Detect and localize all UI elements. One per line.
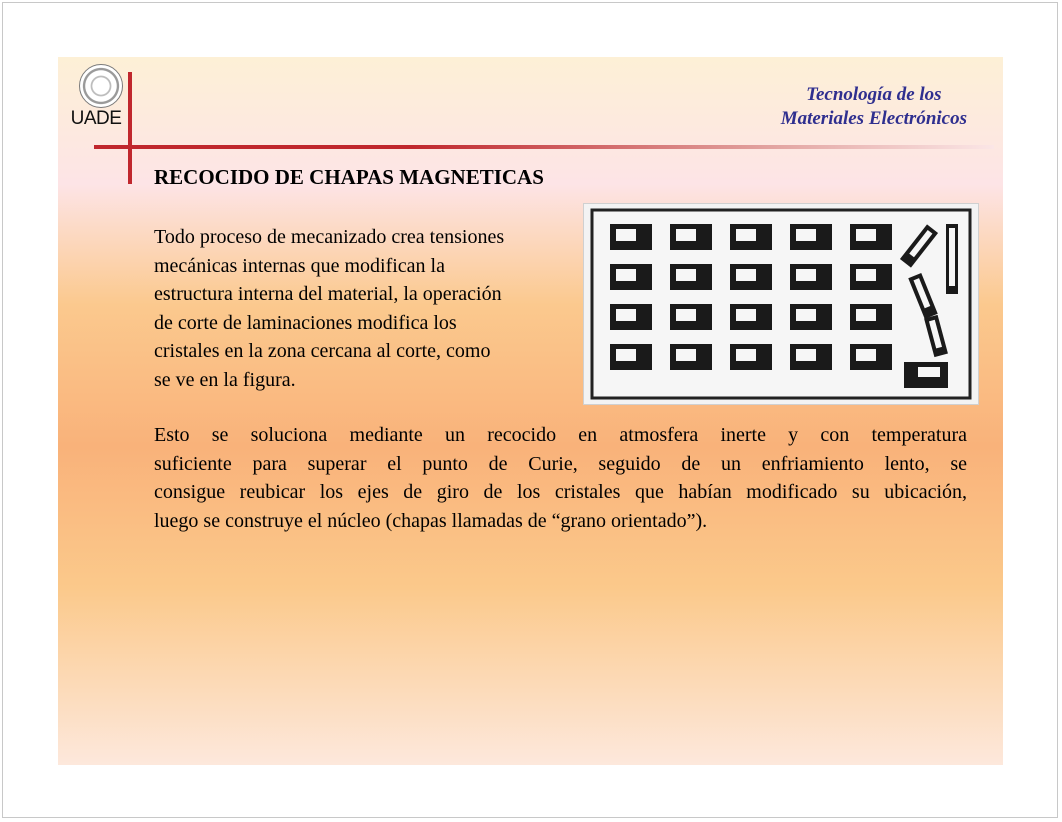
lamination-window	[796, 309, 816, 321]
logo-text: UADE	[70, 108, 122, 129]
lamination-window	[856, 269, 876, 281]
paragraph-2-line: consigue reubicar los ejes de giro de los cristales que habían modificado su ubicación,	[154, 481, 967, 503]
red-horizontal-rule	[94, 145, 994, 149]
paragraph-2-line: suficiente para superar el punto de Curie, seguido de un enfriamiento lento, se	[154, 452, 967, 475]
paragraph-1-line: de corte de laminaciones modifica los	[154, 311, 457, 334]
paragraph-1-line: Todo proceso de mecanizado crea tensiones	[154, 226, 505, 248]
course-title-line2: Materiales Electrónicos	[780, 108, 967, 129]
paragraph-1-line: se ve en la figura.	[154, 368, 296, 391]
university-seal-icon	[79, 64, 123, 108]
lamination-window	[616, 309, 636, 321]
slide-background	[58, 57, 1003, 765]
paragraph-2-line: luego se construye el núcleo (chapas llamadas de “grano orientado”).	[154, 509, 708, 532]
lamination-window	[796, 349, 816, 361]
paragraph-1-line: cristales en la zona cercana al corte, como	[154, 340, 491, 362]
red-vertical-rule	[128, 72, 132, 184]
lamination-window	[736, 309, 756, 321]
laminations-drawing	[584, 204, 978, 404]
paragraph-2-line: Esto se soluciona mediante un recocido en atmosfera inerte y con temperatura	[154, 424, 967, 446]
lamination-window	[736, 349, 756, 361]
lamination-window	[616, 229, 636, 241]
course-title	[781, 83, 967, 131]
lamination-window	[856, 229, 876, 241]
uade-logo	[70, 64, 122, 130]
slide-heading: RECOCIDO DE CHAPAS MAGNETICAS	[154, 165, 544, 189]
lamination-window	[616, 349, 636, 361]
paragraph-1-line: estructura interna del material, la operación	[154, 283, 502, 305]
paragraph-1-line: mecánicas internas que modifican la	[154, 254, 445, 277]
lamination-window	[676, 269, 696, 281]
paragraph-1	[154, 223, 584, 394]
lamination-window	[736, 269, 756, 281]
paragraph-2	[154, 421, 967, 535]
lamination-window	[676, 229, 696, 241]
course-title-line1: Tecnología de los	[806, 84, 942, 105]
lamination-window	[676, 349, 696, 361]
lamination-window	[796, 269, 816, 281]
lamination-window	[616, 269, 636, 281]
lamination-window	[856, 309, 876, 321]
lamination-window	[796, 229, 816, 241]
lamination-window	[736, 229, 756, 241]
laminations-figure	[583, 203, 979, 405]
lamination-window	[676, 309, 696, 321]
lamination-window	[856, 349, 876, 361]
